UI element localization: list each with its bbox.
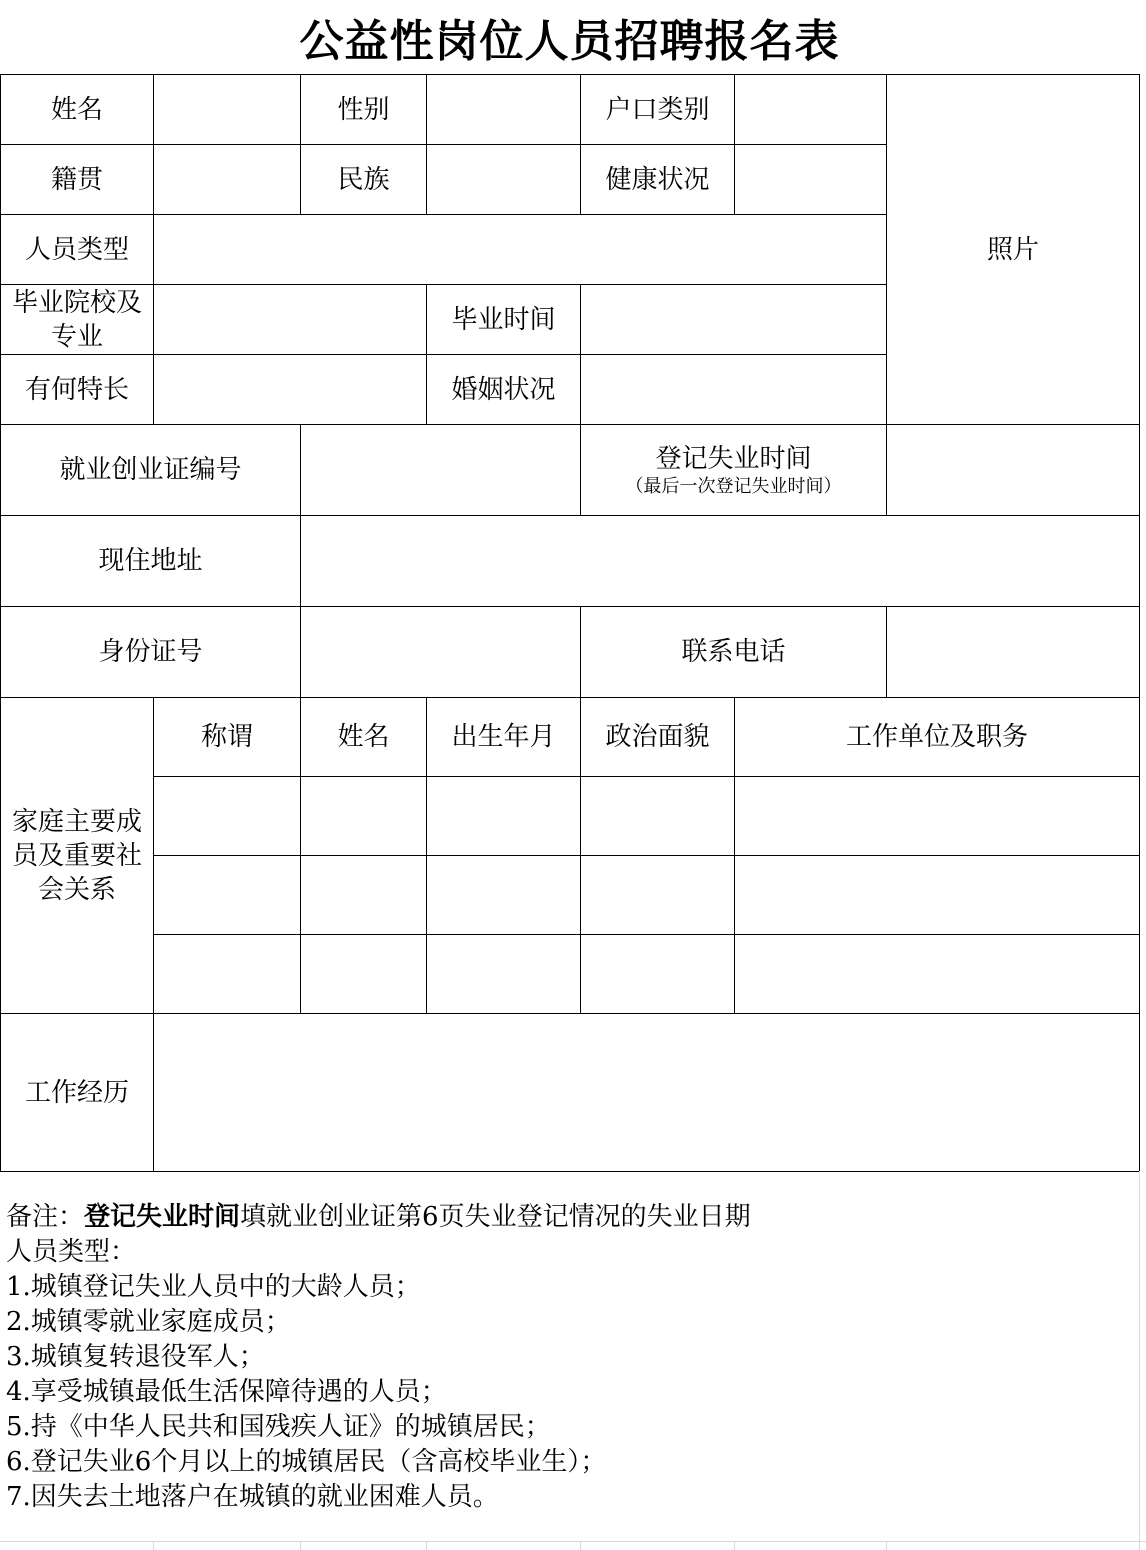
family-header-political: 政治面貌 [581, 698, 735, 777]
gender-label: 性别 [301, 75, 427, 145]
family-row-2-name[interactable] [301, 856, 427, 935]
type-item-7: 7.因失去土地落户在城镇的就业困难人员。 [6, 1482, 499, 1512]
note-text: 填就业创业证第6页失业登记情况的失业日期 [240, 1202, 751, 1232]
family-row-3-birth[interactable] [427, 935, 581, 1014]
type-item-3: 3.城镇复转退役军人； [6, 1342, 265, 1372]
school-major-label: 毕业院校及专业 [1, 285, 154, 355]
ethnicity-field[interactable] [427, 145, 581, 215]
sheet-gridline-col [580, 1541, 581, 1550]
marital-status-field[interactable] [581, 355, 887, 425]
id-number-label: 身份证号 [1, 607, 301, 698]
marital-status-label: 婚姻状况 [427, 355, 581, 425]
note-bold-term: 登记失业时间 [84, 1202, 241, 1232]
unemployment-time-hint: （最后一次登记失业时间） [625, 476, 842, 497]
address-field[interactable] [301, 516, 1140, 607]
ethnicity-label: 民族 [301, 145, 427, 215]
note-line [6, 1200, 1126, 1235]
hukou-label: 户口类别 [581, 75, 735, 145]
form-title: 公益性岗位人员招聘报名表 [299, 16, 840, 67]
unemployment-time-label [581, 425, 887, 516]
native-place-label: 籍贯 [1, 145, 154, 215]
family-row-1-employer[interactable] [735, 777, 1140, 856]
hukou-field[interactable] [735, 75, 887, 145]
name-label: 姓名 [1, 75, 154, 145]
unemployment-time-field[interactable] [887, 425, 1140, 516]
note-prefix: 备注： [6, 1202, 85, 1232]
family-row-2-political[interactable] [581, 856, 735, 935]
sheet-gridline-bottom [0, 1541, 1146, 1542]
type-item-1: 1.城镇登记失业人员中的大龄人员； [6, 1272, 421, 1302]
name-field[interactable] [154, 75, 301, 145]
sheet-gridline-col [886, 1541, 887, 1550]
type-item-6: 6.登记失业6个月以上的城镇居民（含高校毕业生）； [6, 1447, 607, 1477]
family-row-1-birth[interactable] [427, 777, 581, 856]
sheet-gridline-right [1139, 1171, 1140, 1550]
address-label: 现住地址 [1, 516, 301, 607]
unemployment-time-title: 登记失业时间 [655, 444, 812, 474]
family-row-3-political[interactable] [581, 935, 735, 1014]
work-history-label: 工作经历 [1, 1014, 154, 1172]
photo-cell[interactable]: 照片 [887, 75, 1140, 425]
family-row-3-name[interactable] [301, 935, 427, 1014]
sheet-gridline-col [734, 1541, 735, 1550]
health-label: 健康状况 [581, 145, 735, 215]
family-row-3-relation[interactable] [154, 935, 301, 1014]
family-header-birth: 出生年月 [427, 698, 581, 777]
family-header-name: 姓名 [301, 698, 427, 777]
registration-form-table [0, 74, 1140, 1172]
person-type-label: 人员类型 [1, 215, 154, 285]
school-major-field[interactable] [154, 285, 427, 355]
types-title: 人员类型： [6, 1237, 137, 1267]
phone-label: 联系电话 [581, 607, 887, 698]
family-row-1-political[interactable] [581, 777, 735, 856]
family-header-relation: 称谓 [154, 698, 301, 777]
employment-cert-field[interactable] [301, 425, 581, 516]
family-row-1-relation[interactable] [154, 777, 301, 856]
type-item-4: 4.享受城镇最低生活保障待遇的人员； [6, 1377, 447, 1407]
family-header-employer: 工作单位及职务 [735, 698, 1140, 777]
graduation-time-label: 毕业时间 [427, 285, 581, 355]
sheet-gridline-col [153, 1541, 154, 1550]
health-field[interactable] [735, 145, 887, 215]
gender-field[interactable] [427, 75, 581, 145]
family-row-3-employer[interactable] [735, 935, 1140, 1014]
person-type-field[interactable] [154, 215, 887, 285]
type-item-5: 5.持《中华人民共和国残疾人证》的城镇居民； [6, 1412, 551, 1442]
graduation-time-field[interactable] [581, 285, 887, 355]
native-place-field[interactable] [154, 145, 301, 215]
sheet-gridline-col [426, 1541, 427, 1550]
phone-field[interactable] [887, 607, 1140, 698]
specialty-field[interactable] [154, 355, 427, 425]
family-row-2-birth[interactable] [427, 856, 581, 935]
id-number-field[interactable] [301, 607, 581, 698]
family-row-2-employer[interactable] [735, 856, 1140, 935]
family-relations-label: 家庭主要成员及重要社会关系 [1, 698, 154, 1014]
work-history-field[interactable] [154, 1014, 1140, 1172]
specialty-label: 有何特长 [1, 355, 154, 425]
type-item-2: 2.城镇零就业家庭成员； [6, 1307, 291, 1337]
sheet-gridline-col [300, 1541, 301, 1550]
notes-section [6, 1200, 1126, 1515]
family-row-2-relation[interactable] [154, 856, 301, 935]
family-row-1-name[interactable] [301, 777, 427, 856]
employment-cert-label: 就业创业证编号 [1, 425, 301, 516]
